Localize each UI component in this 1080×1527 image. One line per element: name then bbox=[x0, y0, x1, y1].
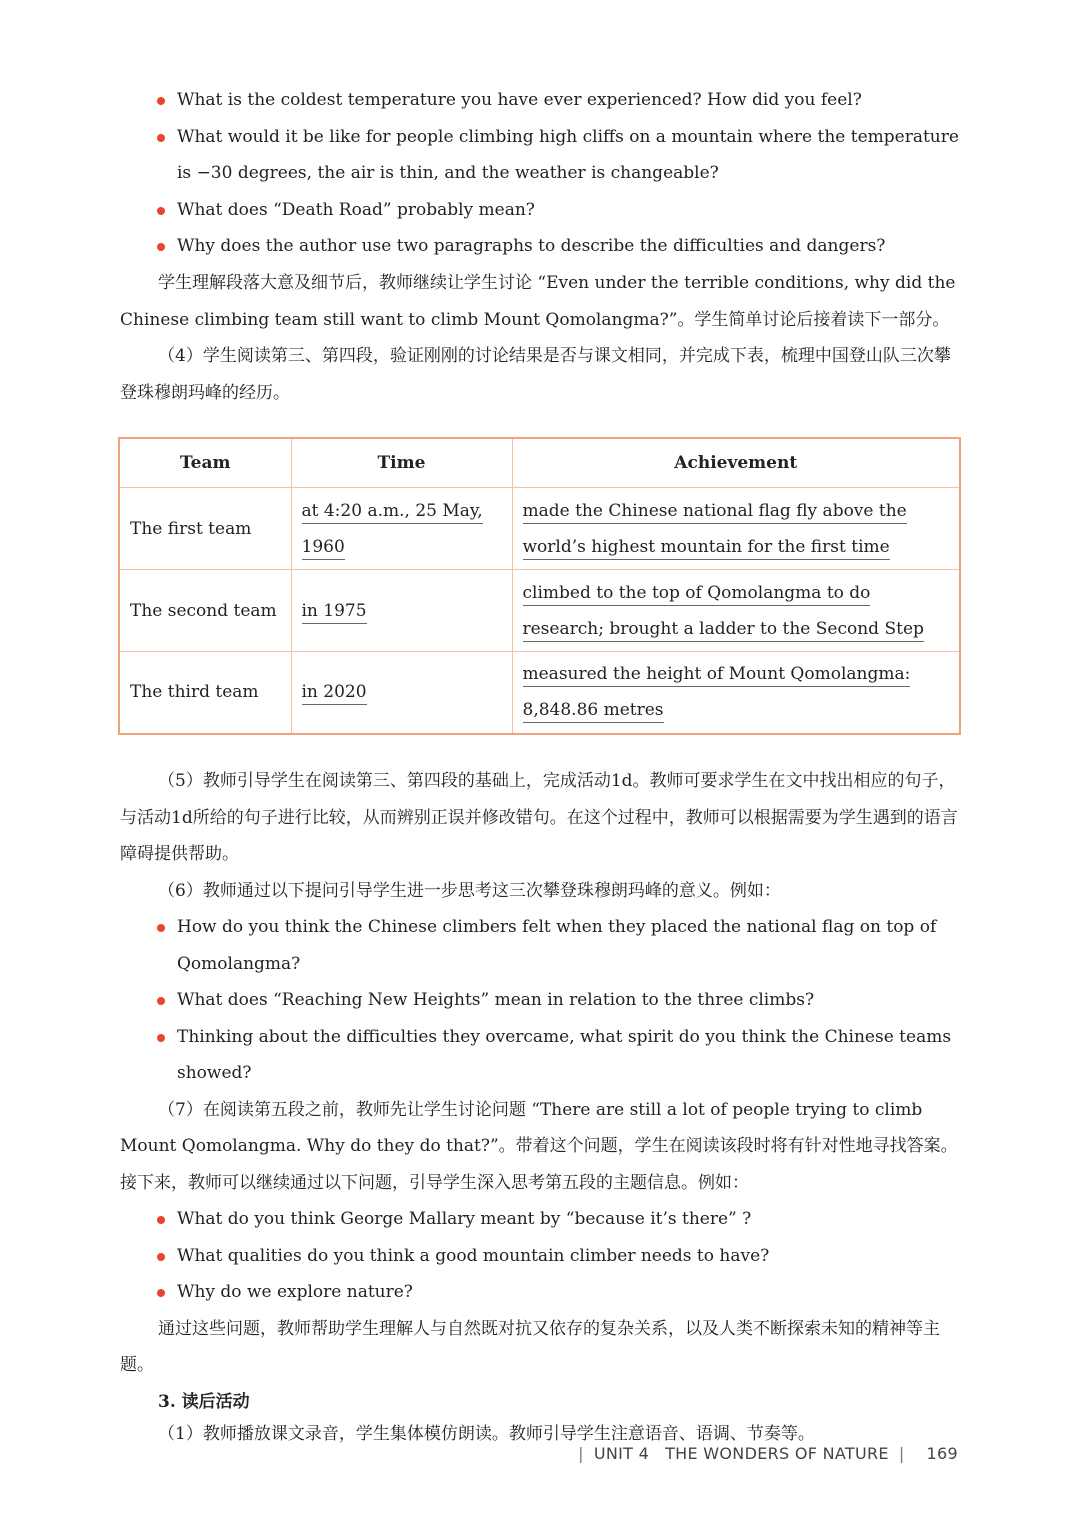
bullet-icon bbox=[157, 1034, 165, 1042]
bullet-icon bbox=[157, 243, 165, 251]
bullet-icon bbox=[157, 1253, 165, 1261]
page-number: 169 bbox=[926, 1444, 958, 1463]
list-item: What do you think George Mallary meant by “because it’s there” ? bbox=[120, 1201, 960, 1238]
table-row bbox=[119, 652, 960, 734]
achievement-cell: made the Chinese national flag fly above the world’s highest mountain for the first time bbox=[512, 488, 960, 570]
paragraph-step-6: （6）教师通过以下提问引导学生进一步思考这三次攀登珠穆朗玛峰的意义。例如： bbox=[158, 880, 781, 901]
table-header-achievement: Achievement bbox=[512, 438, 960, 488]
paragraph-step-3-1: （1）教师播放课文录音，学生集体模仿朗读。教师引导学生注意语音、语调、节奏等。 bbox=[158, 1424, 815, 1444]
list-item: What does “Death Road” probably mean? bbox=[120, 192, 960, 229]
bullet-icon bbox=[157, 1216, 165, 1224]
time-cell: in 2020 bbox=[291, 652, 512, 734]
page-footer bbox=[568, 1444, 958, 1463]
list-item: Thinking about the difficulties they overcame, what spirit do you think the Chinese teams showed? bbox=[120, 1019, 960, 1092]
bullet-icon bbox=[157, 1289, 165, 1297]
team-cell: The second team bbox=[119, 570, 291, 652]
table-header-time: Time bbox=[291, 438, 512, 488]
time-cell: in 1975 bbox=[291, 570, 512, 652]
top-question-list bbox=[120, 82, 960, 265]
bullet-icon bbox=[157, 207, 165, 215]
climbing-teams-table bbox=[118, 437, 961, 735]
bullet-icon bbox=[157, 134, 165, 142]
step-6-question-list bbox=[120, 909, 960, 1092]
achievement-cell: measured the height of Mount Qomolangma: 8,848.86 metres bbox=[512, 652, 960, 734]
list-item: What qualities do you think a good mountain climber needs to have? bbox=[120, 1238, 960, 1275]
list-item: What does “Reaching New Heights” mean in relation to the three climbs? bbox=[120, 982, 960, 1019]
list-item: What is the coldest temperature you have ever experienced? How did you feel? bbox=[120, 82, 960, 119]
table-row bbox=[119, 570, 960, 652]
list-item: Why do we explore nature? bbox=[120, 1274, 960, 1311]
footer-divider: | bbox=[898, 1444, 905, 1463]
footer-unit: UNIT 4 bbox=[593, 1444, 650, 1463]
paragraph-step-4: （4）学生阅读第三、第四段，验证刚刚的讨论结果是否与课文相同，并完成下表，梳理中国登山队三次攀登珠穆朗玛峰的经历。 bbox=[120, 346, 951, 403]
step-7-question-list bbox=[120, 1201, 960, 1311]
lower-content bbox=[120, 763, 960, 1448]
bullet-icon bbox=[157, 997, 165, 1005]
bullet-icon bbox=[157, 924, 165, 932]
discussion-paragraphs bbox=[120, 265, 960, 411]
time-cell: at 4:20 a.m., 25 May, 1960 bbox=[291, 488, 512, 570]
list-item: Why does the author use two paragraphs to describe the difficulties and dangers? bbox=[120, 228, 960, 265]
paragraph-summary: 通过这些问题，教师帮助学生理解人与自然既对抗又依存的复杂关系，以及人类不断探索未知的精神等主题。 bbox=[120, 1318, 940, 1375]
section-heading: 3. 读后活动 bbox=[158, 1391, 250, 1412]
achievement-cell: climbed to the top of Qomolangma to do research; brought a ladder to the Second Step bbox=[512, 570, 960, 652]
footer-divider: | bbox=[578, 1444, 584, 1463]
table-header-team: Team bbox=[119, 438, 291, 488]
paragraph-step-7: （7）在阅读第五段之前，教师先让学生讨论问题 “There are still a lot of people trying to climb Mount Qomolangma. Why do they do that?”。带着这个问题，学生在阅读该段时将有针对性地寻找答案。接下来，教师可以继续通过以下问题，引导学生深入思考第五段的主题信息。例如： bbox=[120, 1099, 958, 1193]
team-cell: The third team bbox=[119, 652, 291, 734]
table-row bbox=[119, 488, 960, 570]
team-cell: The first team bbox=[119, 488, 291, 570]
paragraph-discuss: 学生理解段落大意及细节后，教师继续让学生讨论 “Even under the terrible conditions, why did the Chinese climbing team still want to climb Mount Qomolangma?”。学生简单讨论后接着读下一部分。 bbox=[120, 273, 956, 330]
list-item: How do you think the Chinese climbers felt when they placed the national flag on top of Qomolangma? bbox=[120, 909, 960, 982]
paragraph-step-5: （5）教师引导学生在阅读第三、第四段的基础上，完成活动1d。教师可要求学生在文中找出相应的句子，与活动1d所给的句子进行比较，从而辨别正误并修改错句。在这个过程中，教师可以根据需要为学生遇到的语言障碍提供帮助。 bbox=[120, 771, 958, 864]
footer-title: THE WONDERS OF NATURE bbox=[665, 1444, 889, 1463]
list-item: What would it be like for people climbing high cliffs on a mountain where the temperature is −30 degrees, the air is thin, and the weather is changeable? bbox=[120, 119, 960, 192]
bullet-icon bbox=[157, 97, 165, 105]
